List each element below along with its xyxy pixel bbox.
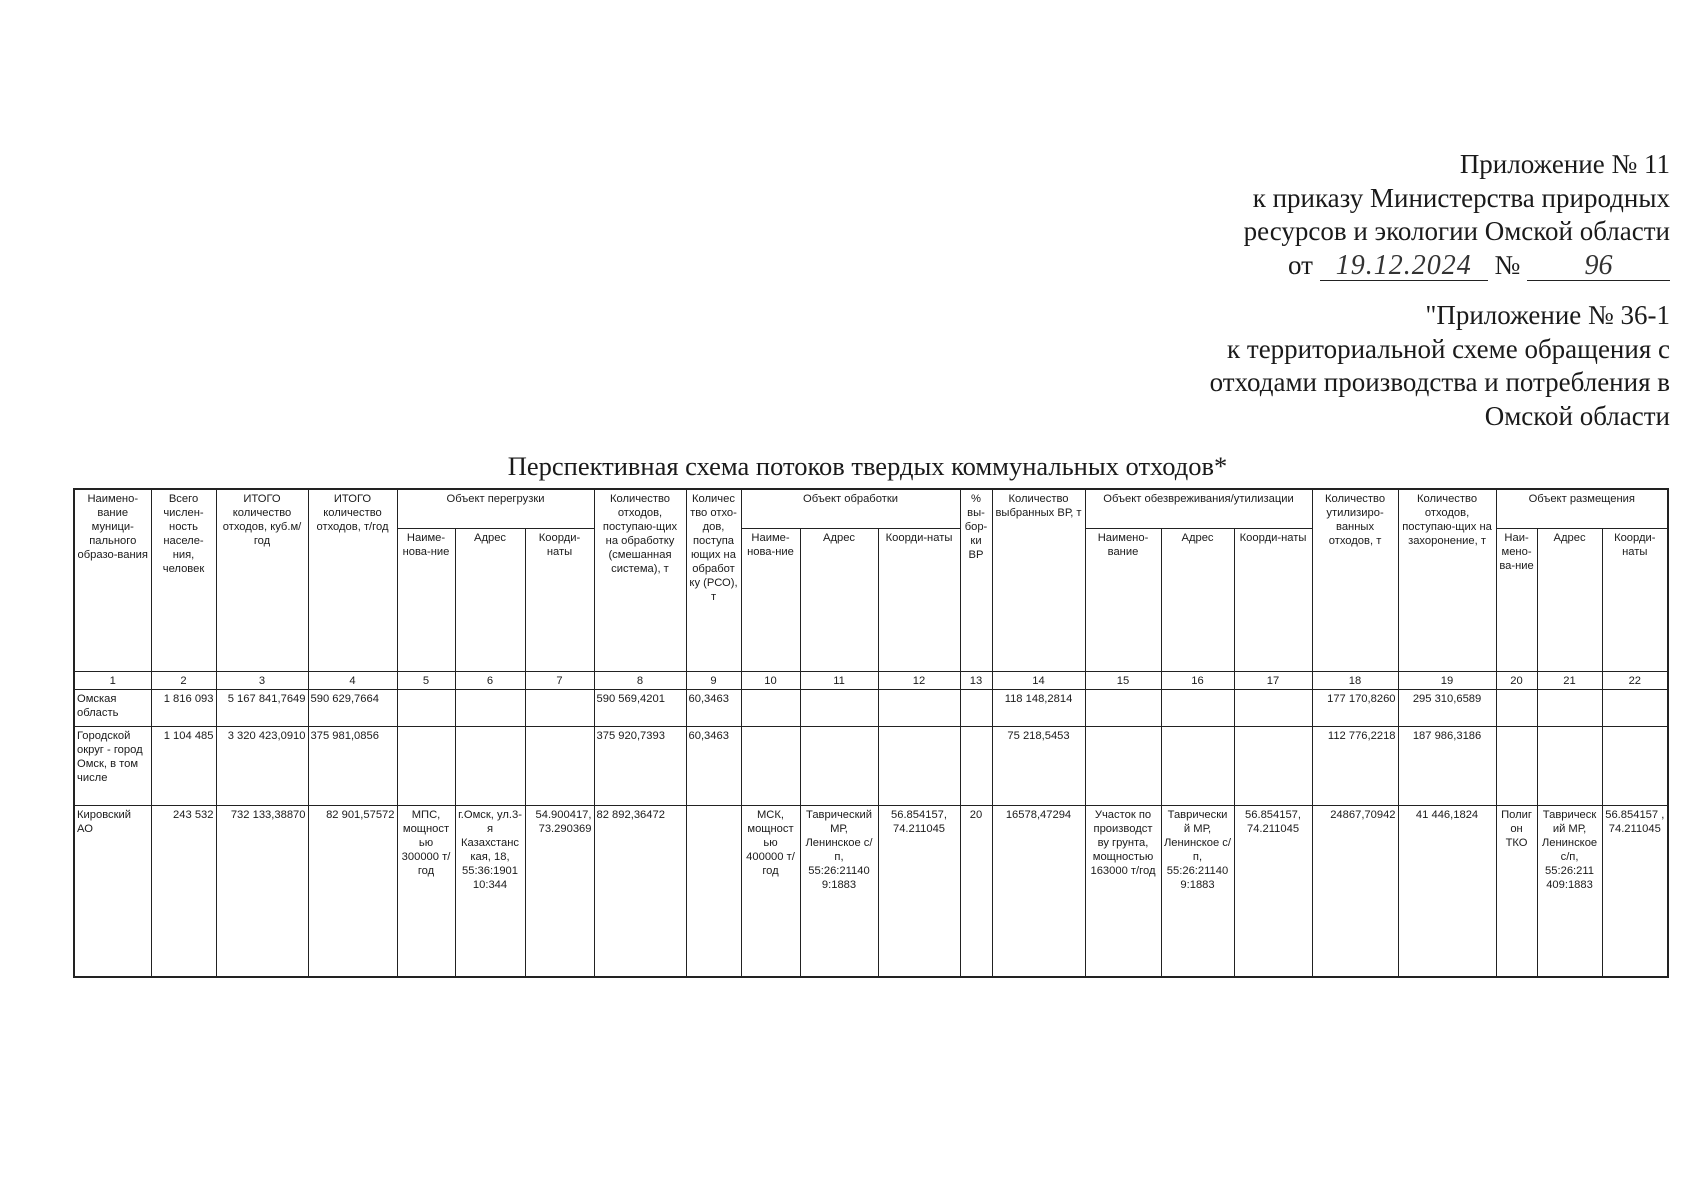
order-number-handwritten: 96 (1527, 252, 1670, 281)
header-transfer-coords: Коорди-наты (525, 529, 594, 672)
header-placement-group: Объект размещения (1496, 489, 1668, 529)
column-number: 15 (1085, 672, 1161, 690)
from-label: от (1288, 249, 1313, 280)
column-number: 22 (1602, 672, 1668, 690)
column-number: 1 (74, 672, 151, 690)
cell-to-processing-mixed: 82 892,36472 (594, 806, 686, 978)
header-total-t: ИТОГО количество отходов, т/год (308, 489, 397, 672)
cell-transfer-name: МПС, мощност ью 300000 т/год (397, 806, 455, 978)
cell-municipality: Кировский АО (74, 806, 151, 978)
header-to-processing-mixed: Количество отходов, поступаю-щих на обработку (смешанная система), т (594, 489, 686, 672)
cell-municipality: Омская область (74, 690, 151, 727)
cell-total-m3: 5 167 841,7649 (216, 690, 308, 727)
cell-to-processing-rso: 60,3463 (686, 690, 741, 727)
sub-appendix-line-4: Омской области (1484, 400, 1670, 431)
cell-selected-vr: 16578,47294 (992, 806, 1085, 978)
column-number: 14 (992, 672, 1085, 690)
column-number: 7 (525, 672, 594, 690)
cell-selection-pct (960, 727, 992, 806)
header-disposal-name: Наимено-вание (1085, 529, 1161, 672)
document-header (970, 148, 1670, 433)
column-number: 2 (151, 672, 216, 690)
column-number: 10 (741, 672, 800, 690)
table-row (74, 690, 1668, 727)
cell-to-processing-mixed: 590 569,4201 (594, 690, 686, 727)
sub-appendix-line-3: отходами производства и потребления в (1209, 367, 1670, 397)
cell-to-landfill: 41 446,1824 (1398, 806, 1496, 978)
column-number: 4 (308, 672, 397, 690)
header-municipality: Наимено-вание муници-пального образо-вания (74, 489, 151, 672)
header-processing-name: Наиме-нова-ние (741, 529, 800, 672)
column-number: 16 (1161, 672, 1234, 690)
header-processing-address: Адрес (800, 529, 878, 672)
header-disposal-coords: Коорди-наты (1234, 529, 1312, 672)
cell-utilized: 177 170,8260 (1312, 690, 1398, 727)
header-transfer-group: Объект перегрузки (397, 489, 594, 529)
column-number: 8 (594, 672, 686, 690)
column-number: 11 (800, 672, 878, 690)
cell-population: 1 104 485 (151, 727, 216, 806)
cell-to-landfill: 187 986,3186 (1398, 727, 1496, 806)
page-title-text: Перспективная схема потоков твердых коммунальных отходов* (507, 451, 1228, 481)
cell-placement-name (1496, 727, 1537, 806)
header-to-processing-rso: Количес тво отхо-дов, поступа ющих на обработ ку (РСО), т (686, 489, 741, 672)
header-processing-group: Объект обработки (741, 489, 960, 529)
page-title (0, 451, 1697, 482)
cell-transfer-coords (525, 690, 594, 727)
cell-selection-pct (960, 690, 992, 727)
cell-transfer-coords (525, 727, 594, 806)
cell-utilized: 112 776,2218 (1312, 727, 1398, 806)
cell-disposal-coords (1234, 690, 1312, 727)
cell-transfer-address (455, 690, 525, 727)
cell-selected-vr: 75 218,5453 (992, 727, 1085, 806)
sub-appendix-line-2: к территориальной схеме обращения с (1227, 333, 1670, 364)
cell-disposal-coords: 56.854157, 74.211045 (1234, 806, 1312, 978)
cell-population: 243 532 (151, 806, 216, 978)
column-number: 21 (1537, 672, 1602, 690)
cell-placement-coords: 56.854157 , 74.211045 (1602, 806, 1668, 978)
header-disposal-group: Объект обезвреживания/утилизации (1085, 489, 1312, 529)
cell-to-processing-mixed: 375 920,7393 (594, 727, 686, 806)
cell-transfer-name (397, 727, 455, 806)
cell-processing-name (741, 727, 800, 806)
column-number: 3 (216, 672, 308, 690)
cell-transfer-name (397, 690, 455, 727)
cell-transfer-coords: 54.900417, 73.290369 (525, 806, 594, 978)
header-placement-address: Адрес (1537, 529, 1602, 672)
cell-population: 1 816 093 (151, 690, 216, 727)
appendix-number: Приложение № 11 (1459, 149, 1670, 179)
cell-total-t: 82 901,57572 (308, 806, 397, 978)
cell-disposal-name: Участок по производст ву грунта, мощностью 163000 т/год (1085, 806, 1161, 978)
cell-transfer-address: г.Омск, ул.3-я Казахстанс кая, 18, 55:36:1901 10:344 (455, 806, 525, 978)
cell-disposal-name (1085, 727, 1161, 806)
cell-placement-address (1537, 690, 1602, 727)
waste-flow-table (73, 488, 1669, 978)
column-number: 19 (1398, 672, 1496, 690)
cell-placement-name (1496, 690, 1537, 727)
header-selection-pct: % вы-бор-ки ВР (960, 489, 992, 672)
cell-placement-coords (1602, 727, 1668, 806)
cell-placement-address: Таврическ ий МР, Ленинское с/п, 55:26:211 409:1883 (1537, 806, 1602, 978)
header-selected-vr: Количество выбранных ВР, т (992, 489, 1085, 672)
number-label: № (1494, 249, 1521, 280)
cell-processing-address (800, 690, 878, 727)
cell-selected-vr: 118 148,2814 (992, 690, 1085, 727)
cell-disposal-address: Таврически й МР, Ленинское с/п, 55:26:21140 9:1883 (1161, 806, 1234, 978)
cell-disposal-coords (1234, 727, 1312, 806)
cell-to-landfill: 295 310,6589 (1398, 690, 1496, 727)
cell-total-m3: 732 133,38870 (216, 806, 308, 978)
header-row-1 (74, 489, 1668, 529)
cell-utilized: 24867,70942 (1312, 806, 1398, 978)
order-reference-line: к приказу Министерства природных (1252, 182, 1670, 213)
header-placement-coords: Коорди-наты (1602, 529, 1668, 672)
column-number: 12 (878, 672, 960, 690)
column-number: 6 (455, 672, 525, 690)
column-number: 13 (960, 672, 992, 690)
table-row (74, 806, 1668, 978)
cell-total-t: 375 981,0856 (308, 727, 397, 806)
header-population: Всего числен-ность населе-ния, человек (151, 489, 216, 672)
order-date-handwritten: 19.12.2024 (1320, 252, 1488, 281)
cell-processing-coords (878, 690, 960, 727)
cell-processing-coords: 56.854157, 74.211045 (878, 806, 960, 978)
cell-processing-address (800, 727, 878, 806)
header-transfer-address: Адрес (455, 529, 525, 672)
cell-selection-pct: 20 (960, 806, 992, 978)
column-number: 20 (1496, 672, 1537, 690)
cell-processing-address: Таврический МР, Ленинское с/п, 55:26:21140 9:1883 (800, 806, 878, 978)
header-disposal-address: Адрес (1161, 529, 1234, 672)
header-to-landfill: Количество отходов, поступаю-щих на захоронение, т (1398, 489, 1496, 672)
sub-appendix-number: "Приложение № 36-1 (1425, 300, 1670, 330)
header-placement-name: Наи-мено-ва-ние (1496, 529, 1537, 672)
header-transfer-name: Наиме-нова-ние (397, 529, 455, 672)
cell-to-processing-rso: 60,3463 (686, 727, 741, 806)
column-number-row (74, 672, 1668, 690)
cell-to-processing-rso (686, 806, 741, 978)
order-date-number-row (970, 249, 1670, 283)
column-number: 5 (397, 672, 455, 690)
table-row (74, 727, 1668, 806)
cell-processing-coords (878, 727, 960, 806)
column-number: 17 (1234, 672, 1312, 690)
cell-processing-name: МСК, мощност ью 400000 т/год (741, 806, 800, 978)
ministry-line: ресурсов и экологии Омской области (1243, 216, 1670, 246)
cell-disposal-address (1161, 727, 1234, 806)
header-processing-coords: Коорди-наты (878, 529, 960, 672)
header-utilized: Количество утилизиро-ванных отходов, т (1312, 489, 1398, 672)
cell-placement-address (1537, 727, 1602, 806)
column-number: 18 (1312, 672, 1398, 690)
cell-total-m3: 3 320 423,0910 (216, 727, 308, 806)
header-total-m3: ИТОГО количество отходов, куб.м/год (216, 489, 308, 672)
cell-transfer-address (455, 727, 525, 806)
cell-municipality: Городской округ - город Омск, в том числе (74, 727, 151, 806)
cell-disposal-name (1085, 690, 1161, 727)
column-number: 9 (686, 672, 741, 690)
cell-processing-name (741, 690, 800, 727)
cell-placement-name: Полиг он ТКО (1496, 806, 1537, 978)
cell-disposal-address (1161, 690, 1234, 727)
cell-placement-coords (1602, 690, 1668, 727)
cell-total-t: 590 629,7664 (308, 690, 397, 727)
